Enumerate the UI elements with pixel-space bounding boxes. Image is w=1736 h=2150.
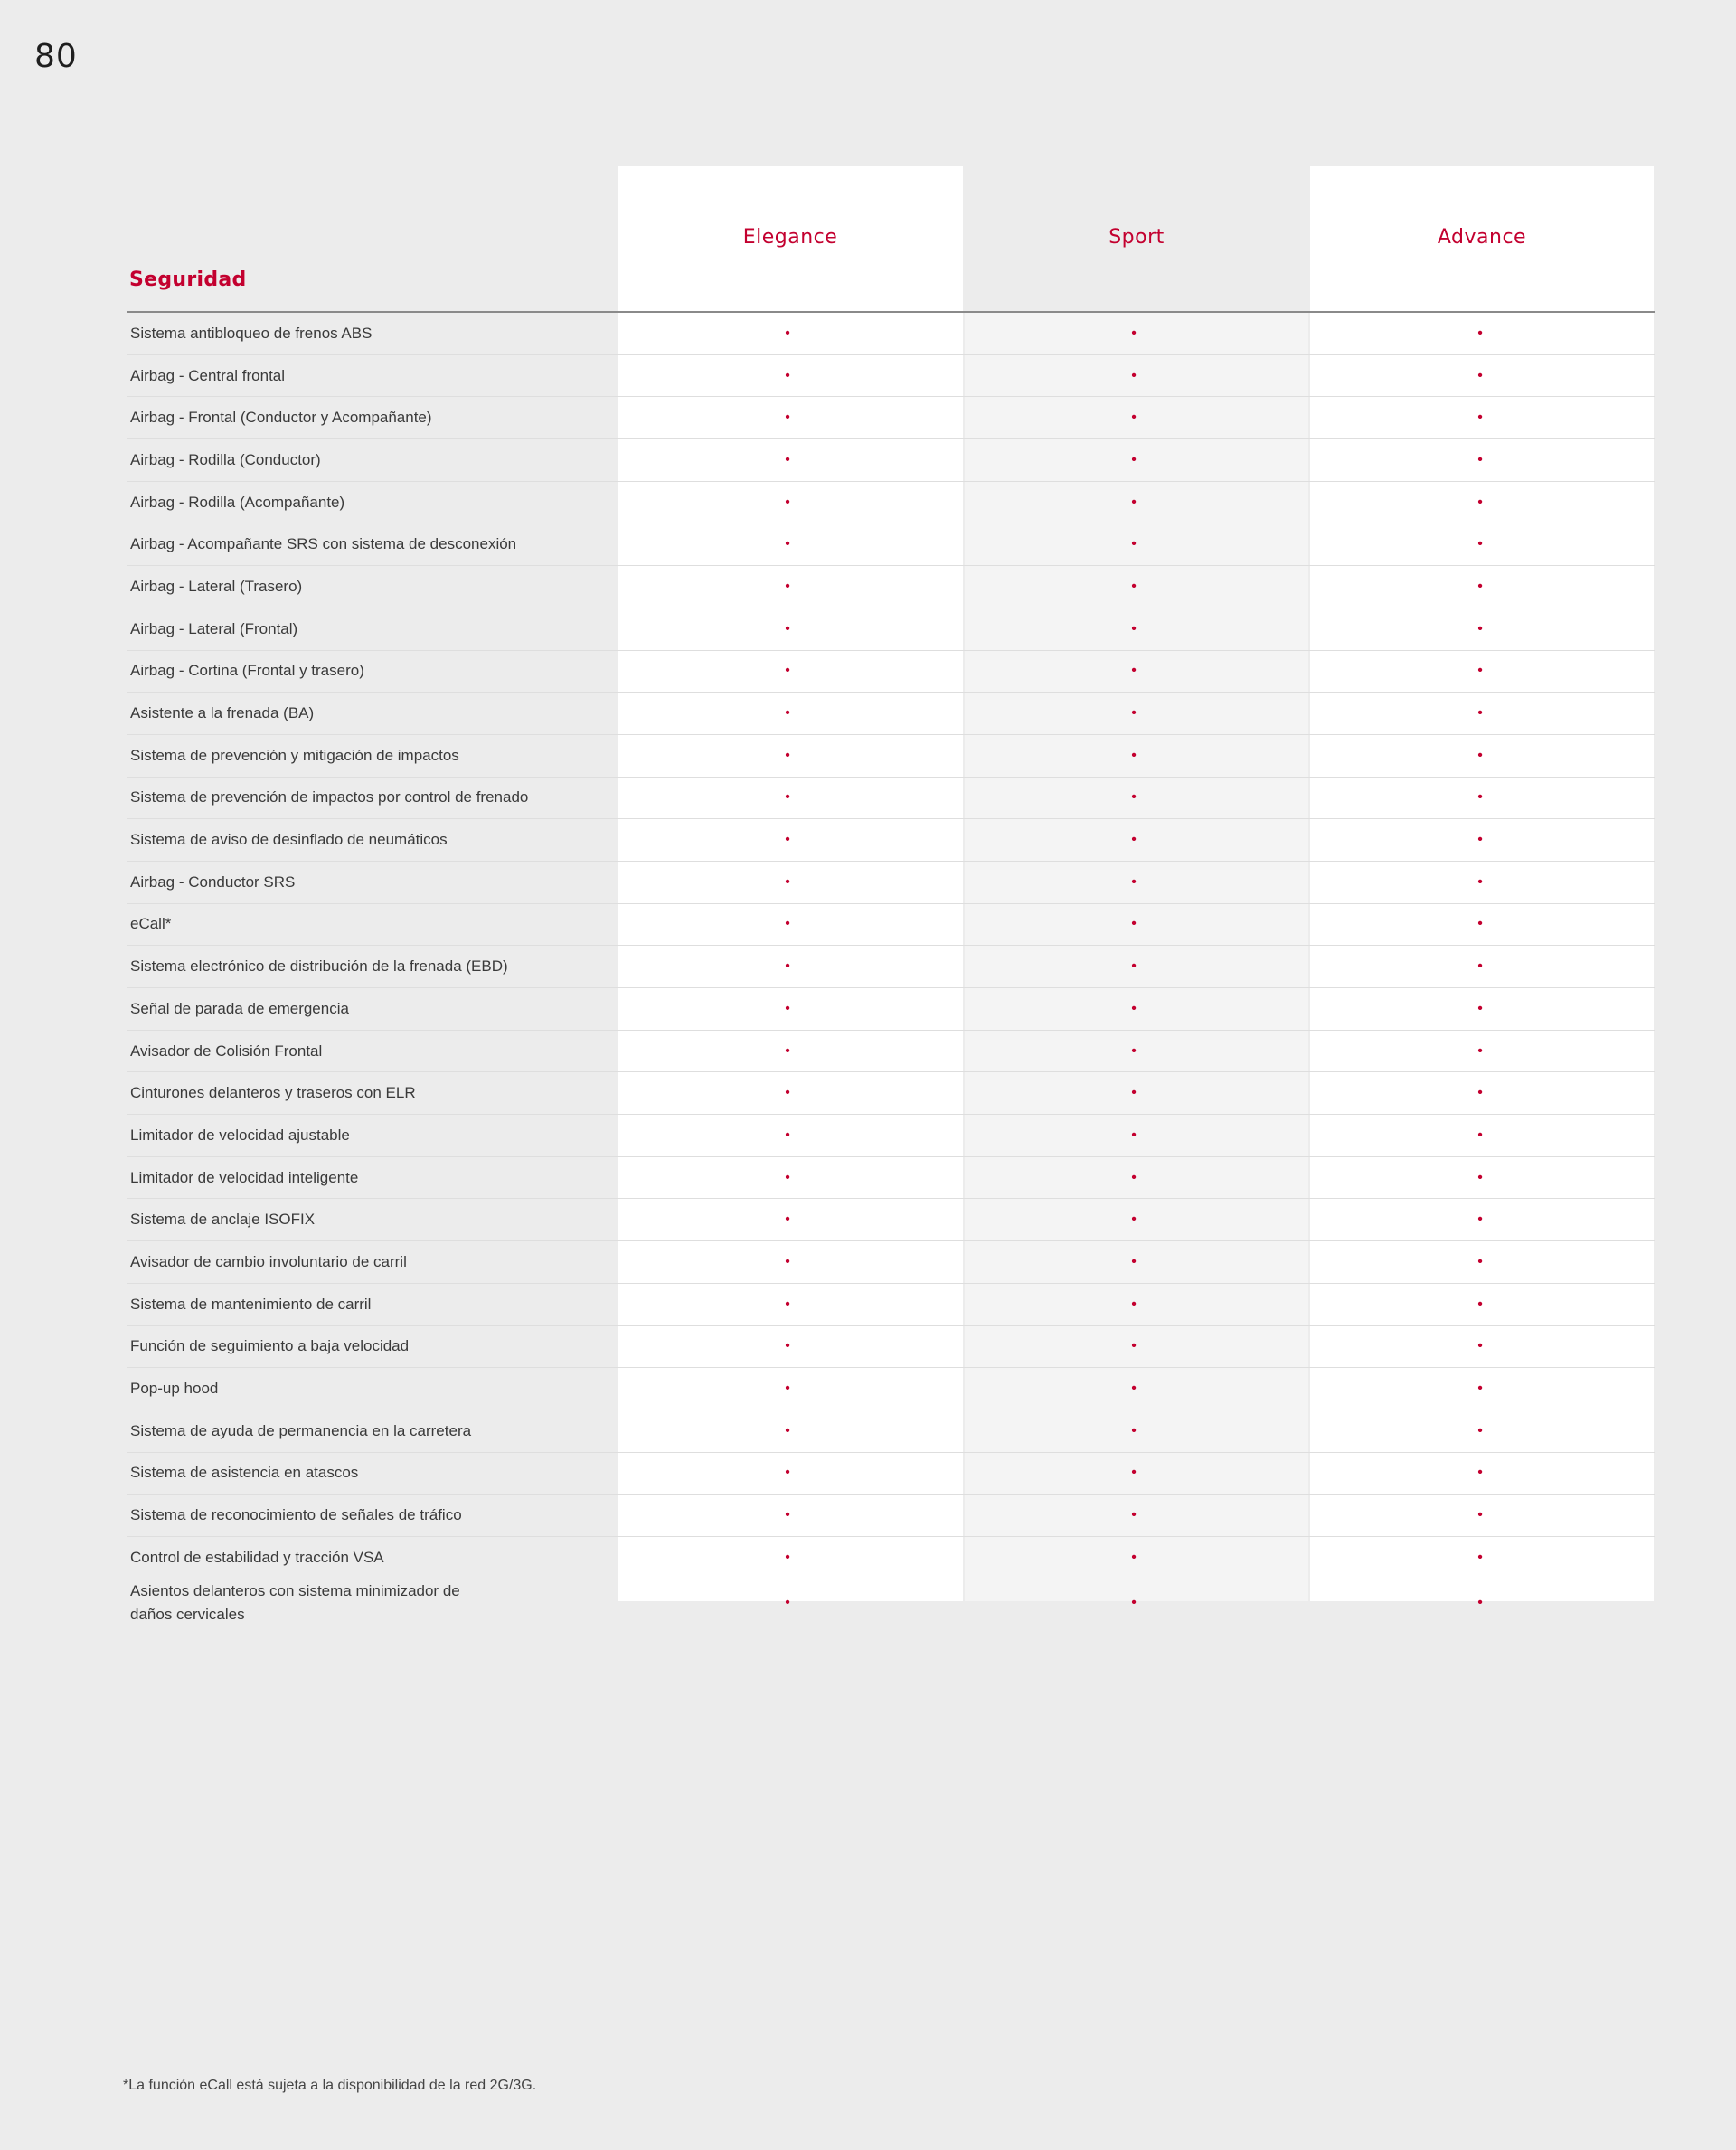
availability-mark-elegance: • [785,1000,790,1016]
availability-mark-advance: • [1477,1085,1483,1101]
availability-mark-sport: • [1131,1338,1137,1354]
availability-mark-advance: • [1477,1507,1483,1523]
availability-mark-elegance: • [785,1594,790,1610]
availability-mark-sport: • [1131,578,1137,594]
availability-mark-elegance: • [785,1507,790,1523]
availability-mark-sport: • [1131,873,1137,890]
availability-mark-sport: • [1131,620,1137,637]
feature-label: Airbag - Rodilla (Acompañante) [130,493,345,511]
feature-label: Función de seguimiento a baja velocidad [130,1337,410,1355]
table-row [127,735,1655,778]
table-row [127,1241,1655,1284]
availability-mark-sport: • [1131,1549,1137,1565]
availability-mark-sport: • [1131,1253,1137,1269]
availability-mark-advance: • [1477,663,1483,679]
availability-mark-elegance: • [785,578,790,594]
availability-mark-sport: • [1131,705,1137,721]
availability-mark-sport: • [1131,1594,1137,1610]
availability-mark-elegance: • [785,789,790,806]
availability-mark-elegance: • [785,1338,790,1354]
availability-mark-elegance: • [785,1127,790,1143]
availability-mark-sport: • [1131,494,1137,510]
availability-mark-sport: • [1131,789,1137,806]
table-row [127,1368,1655,1410]
table-row [127,523,1655,566]
footnote: *La función eCall está sujeta a la disponibilidad de la red 2G/3G. [123,2078,537,2093]
table-row [127,651,1655,693]
feature-label: Airbag - Cortina (Frontal y trasero) [130,662,364,680]
availability-mark-sport: • [1131,536,1137,552]
availability-mark-sport: • [1131,1465,1137,1481]
table-row [127,904,1655,947]
availability-mark-elegance: • [785,1422,790,1438]
table-row [127,1537,1655,1579]
availability-mark-sport: • [1131,1000,1137,1016]
feature-label: Avisador de Colisión Frontal [130,1042,323,1060]
availability-mark-elegance: • [785,325,790,341]
availability-mark-sport: • [1131,1422,1137,1438]
feature-label: Asientos delanteros con sistema minimizador de daños cervicales [130,1581,460,1623]
availability-mark-elegance: • [785,536,790,552]
availability-mark-sport: • [1131,410,1137,426]
feature-label: Sistema de prevención de impactos por control de frenado [130,788,529,806]
table-row [127,819,1655,862]
feature-table [127,313,1655,1627]
table-row [127,397,1655,439]
feature-label: Limitador de velocidad ajustable [130,1126,350,1144]
feature-label: Limitador de velocidad inteligente [130,1168,359,1186]
table-row [127,1157,1655,1200]
table-row [127,439,1655,482]
column-header-elegance: Elegance [742,226,838,249]
feature-label: Asistente a la frenada (BA) [130,704,315,722]
table-row [127,482,1655,524]
feature-label: Sistema de asistencia en atascos [130,1464,359,1482]
availability-mark-advance: • [1477,367,1483,383]
availability-mark-elegance: • [785,747,790,763]
availability-mark-advance: • [1477,1296,1483,1312]
availability-mark-elegance: • [785,1296,790,1312]
availability-mark-sport: • [1131,958,1137,975]
availability-mark-sport: • [1131,325,1137,341]
availability-mark-elegance: • [785,1212,790,1228]
availability-mark-advance: • [1477,325,1483,341]
feature-label: Sistema de mantenimiento de carril [130,1295,372,1313]
feature-label: Airbag - Lateral (Frontal) [130,619,298,637]
column-header-advance: Advance [1437,226,1527,249]
table-row [127,946,1655,988]
availability-mark-advance: • [1477,1465,1483,1481]
availability-mark-advance: • [1477,620,1483,637]
feature-label: Sistema electrónico de distribución de la frenada (EBD) [130,957,508,976]
availability-mark-advance: • [1477,916,1483,932]
availability-mark-advance: • [1477,1422,1483,1438]
availability-mark-elegance: • [785,1253,790,1269]
table-row [127,1579,1655,1627]
availability-mark-elegance: • [785,1549,790,1565]
availability-mark-elegance: • [785,958,790,975]
table-row [127,1199,1655,1241]
table-row [127,566,1655,608]
availability-mark-elegance: • [785,494,790,510]
availability-mark-advance: • [1477,536,1483,552]
availability-mark-sport: • [1131,1085,1137,1101]
availability-mark-elegance: • [785,451,790,467]
availability-mark-sport: • [1131,451,1137,467]
table-row [127,1115,1655,1157]
availability-mark-sport: • [1131,1381,1137,1397]
feature-label: Señal de parada de emergencia [130,999,349,1017]
availability-mark-advance: • [1477,1253,1483,1269]
availability-mark-sport: • [1131,663,1137,679]
feature-label: Cinturones delanteros y traseros con ELR [130,1084,416,1102]
availability-mark-advance: • [1477,747,1483,763]
feature-label: eCall* [130,915,172,933]
availability-mark-advance: • [1477,451,1483,467]
availability-mark-sport: • [1131,1296,1137,1312]
availability-mark-advance: • [1477,958,1483,975]
feature-label: Sistema de prevención y mitigación de impactos [130,746,459,764]
feature-label: Airbag - Central frontal [130,366,286,384]
availability-mark-elegance: • [785,916,790,932]
page-number: 80 [34,38,78,75]
availability-mark-advance: • [1477,1338,1483,1354]
availability-mark-elegance: • [785,873,790,890]
availability-mark-sport: • [1131,1042,1137,1059]
availability-mark-advance: • [1477,494,1483,510]
availability-mark-elegance: • [785,1381,790,1397]
table-row [127,778,1655,820]
availability-mark-sport: • [1131,747,1137,763]
availability-mark-sport: • [1131,367,1137,383]
availability-mark-elegance: • [785,1042,790,1059]
availability-mark-elegance: • [785,1169,790,1185]
table-row [127,1410,1655,1453]
availability-mark-advance: • [1477,1549,1483,1565]
feature-label: Control de estabilidad y tracción VSA [130,1548,384,1566]
availability-mark-sport: • [1131,1127,1137,1143]
availability-mark-advance: • [1477,1381,1483,1397]
table-row [127,693,1655,735]
feature-label: Airbag - Conductor SRS [130,872,296,891]
availability-mark-advance: • [1477,1169,1483,1185]
availability-mark-advance: • [1477,1212,1483,1228]
availability-mark-elegance: • [785,1085,790,1101]
table-row [127,1495,1655,1537]
availability-mark-elegance: • [785,620,790,637]
availability-mark-elegance: • [785,1465,790,1481]
feature-label: Avisador de cambio involuntario de carril [130,1252,407,1270]
availability-mark-advance: • [1477,789,1483,806]
table-row [127,862,1655,904]
table-row [127,313,1655,355]
section-title: Seguridad [129,269,247,291]
feature-label: Airbag - Frontal (Conductor y Acompañante) [130,409,432,427]
feature-label: Airbag - Lateral (Trasero) [130,577,303,595]
availability-mark-advance: • [1477,410,1483,426]
table-row [127,988,1655,1031]
table-row [127,1284,1655,1326]
feature-label: Sistema de anclaje ISOFIX [130,1211,316,1229]
availability-mark-sport: • [1131,916,1137,932]
table-row [127,1453,1655,1495]
availability-mark-advance: • [1477,1042,1483,1059]
feature-label: Sistema de aviso de desinflado de neumáticos [130,831,448,849]
column-header-sport: Sport [1109,226,1165,249]
availability-mark-advance: • [1477,705,1483,721]
table-row [127,608,1655,651]
availability-mark-elegance: • [785,832,790,848]
feature-label: Sistema antibloqueo de frenos ABS [130,324,373,342]
availability-mark-sport: • [1131,1169,1137,1185]
feature-label: Airbag - Rodilla (Conductor) [130,450,321,468]
availability-mark-advance: • [1477,578,1483,594]
availability-mark-sport: • [1131,1507,1137,1523]
feature-label: Sistema de reconocimiento de señales de tráfico [130,1506,462,1524]
feature-label: Airbag - Acompañante SRS con sistema de desconexión [130,535,517,553]
availability-mark-elegance: • [785,410,790,426]
availability-mark-elegance: • [785,663,790,679]
availability-mark-advance: • [1477,1594,1483,1610]
availability-mark-advance: • [1477,873,1483,890]
availability-mark-advance: • [1477,1000,1483,1016]
availability-mark-sport: • [1131,832,1137,848]
availability-mark-advance: • [1477,832,1483,848]
table-row [127,1326,1655,1369]
availability-mark-elegance: • [785,367,790,383]
availability-mark-sport: • [1131,1212,1137,1228]
table-row [127,355,1655,398]
availability-mark-advance: • [1477,1127,1483,1143]
availability-mark-elegance: • [785,705,790,721]
feature-label: Sistema de ayuda de permanencia en la carretera [130,1421,472,1439]
feature-label: Pop-up hood [130,1380,219,1398]
table-row [127,1031,1655,1073]
table-row [127,1072,1655,1115]
